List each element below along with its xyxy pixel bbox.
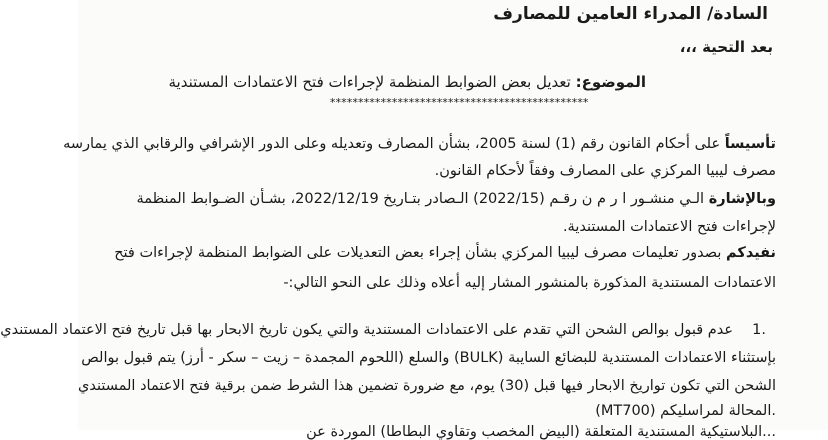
paragraph-2-line-1 [136, 191, 776, 207]
subject-separator: ********************************************** [329, 96, 588, 109]
subject-label: الموضوع: [575, 73, 646, 91]
list-item-number: 1. [752, 322, 766, 338]
paragraph-2-line-2: لإجراءات فتح الاعتمادات المستندية. [562, 219, 776, 235]
addressee-heading: السادة/ المدراء العامين للمصارف [493, 4, 768, 24]
list-item-line-4: (MT700) المحالة لمراسليكم. [595, 403, 776, 419]
paragraph-1-text: على أحكام القانون رقم (1) لسنة 2005، بشأن المصارف وتعديله وعلى الدور الإشرافي والرقابي الذي يمارسه [63, 136, 725, 152]
subject-text: تعديل بعض الضوابط المنظمة لإجراءات فتح الاعتمادات المستندية [168, 73, 576, 91]
subject-line [168, 73, 646, 91]
paragraph-3-lead: نفيدكم [726, 245, 776, 261]
paragraph-3-line-1 [114, 245, 776, 261]
list-item-line-3: الشحن التي تكون تواريخ الابحار فيها قبل (30) يوم، مع ضرورة تضمين هذا الشرط ضمن برقية فتح الاعتماد المستندي [77, 378, 776, 394]
paragraph-3-line-2: الاعتمادات المستندية المذكورة بالمنشور المشار إليه أعلاه وذلك على النحو التالي:- [283, 275, 776, 291]
greeting: بعد التحية ،،، [679, 38, 773, 56]
list-item-line-2: بإستثناء الاعتمادات المستندية للبضائع السايبة (BULK) والسلع (اللحوم المجمدة – زيت – سكر - أرز) يتم قبول بوالص [81, 350, 776, 366]
list-item-line-1: عدم قبول بوالص الشحن التي تقدم على الاعتمادات المستندية والتي يكون تاريخ الابحار بها قبل تاريخ فتح الاعتماد المستندي [0, 322, 733, 338]
list-item-line-5-cut: ...البلاستيكية المستندية المتعلقة (البيض المخصب وتقاوي البطاطا) الموردة عن [306, 424, 776, 440]
paragraph-2-lead: وبالإشارة [708, 191, 776, 207]
paragraph-3-text: بصدور تعليمات مصرف ليبيا المركزي بشأن إجراء بعض التعديلات على الضوابط المنظمة لإجراءات فتح [114, 245, 727, 261]
paragraph-1-line-2: مصرف ليبيا المركزي على المصارف وفقاً لأحكام القانون. [434, 163, 776, 179]
paragraph-1-line-1 [63, 136, 776, 152]
paragraph-1-lead: تأسيساً [724, 136, 776, 152]
paragraph-2-text: الـي منشـور ا ر م ن رقـم (2022/15) الـصادر بتـاريخ 2022/12/19، بشـأن الضـوابط المنظمة [136, 191, 709, 207]
